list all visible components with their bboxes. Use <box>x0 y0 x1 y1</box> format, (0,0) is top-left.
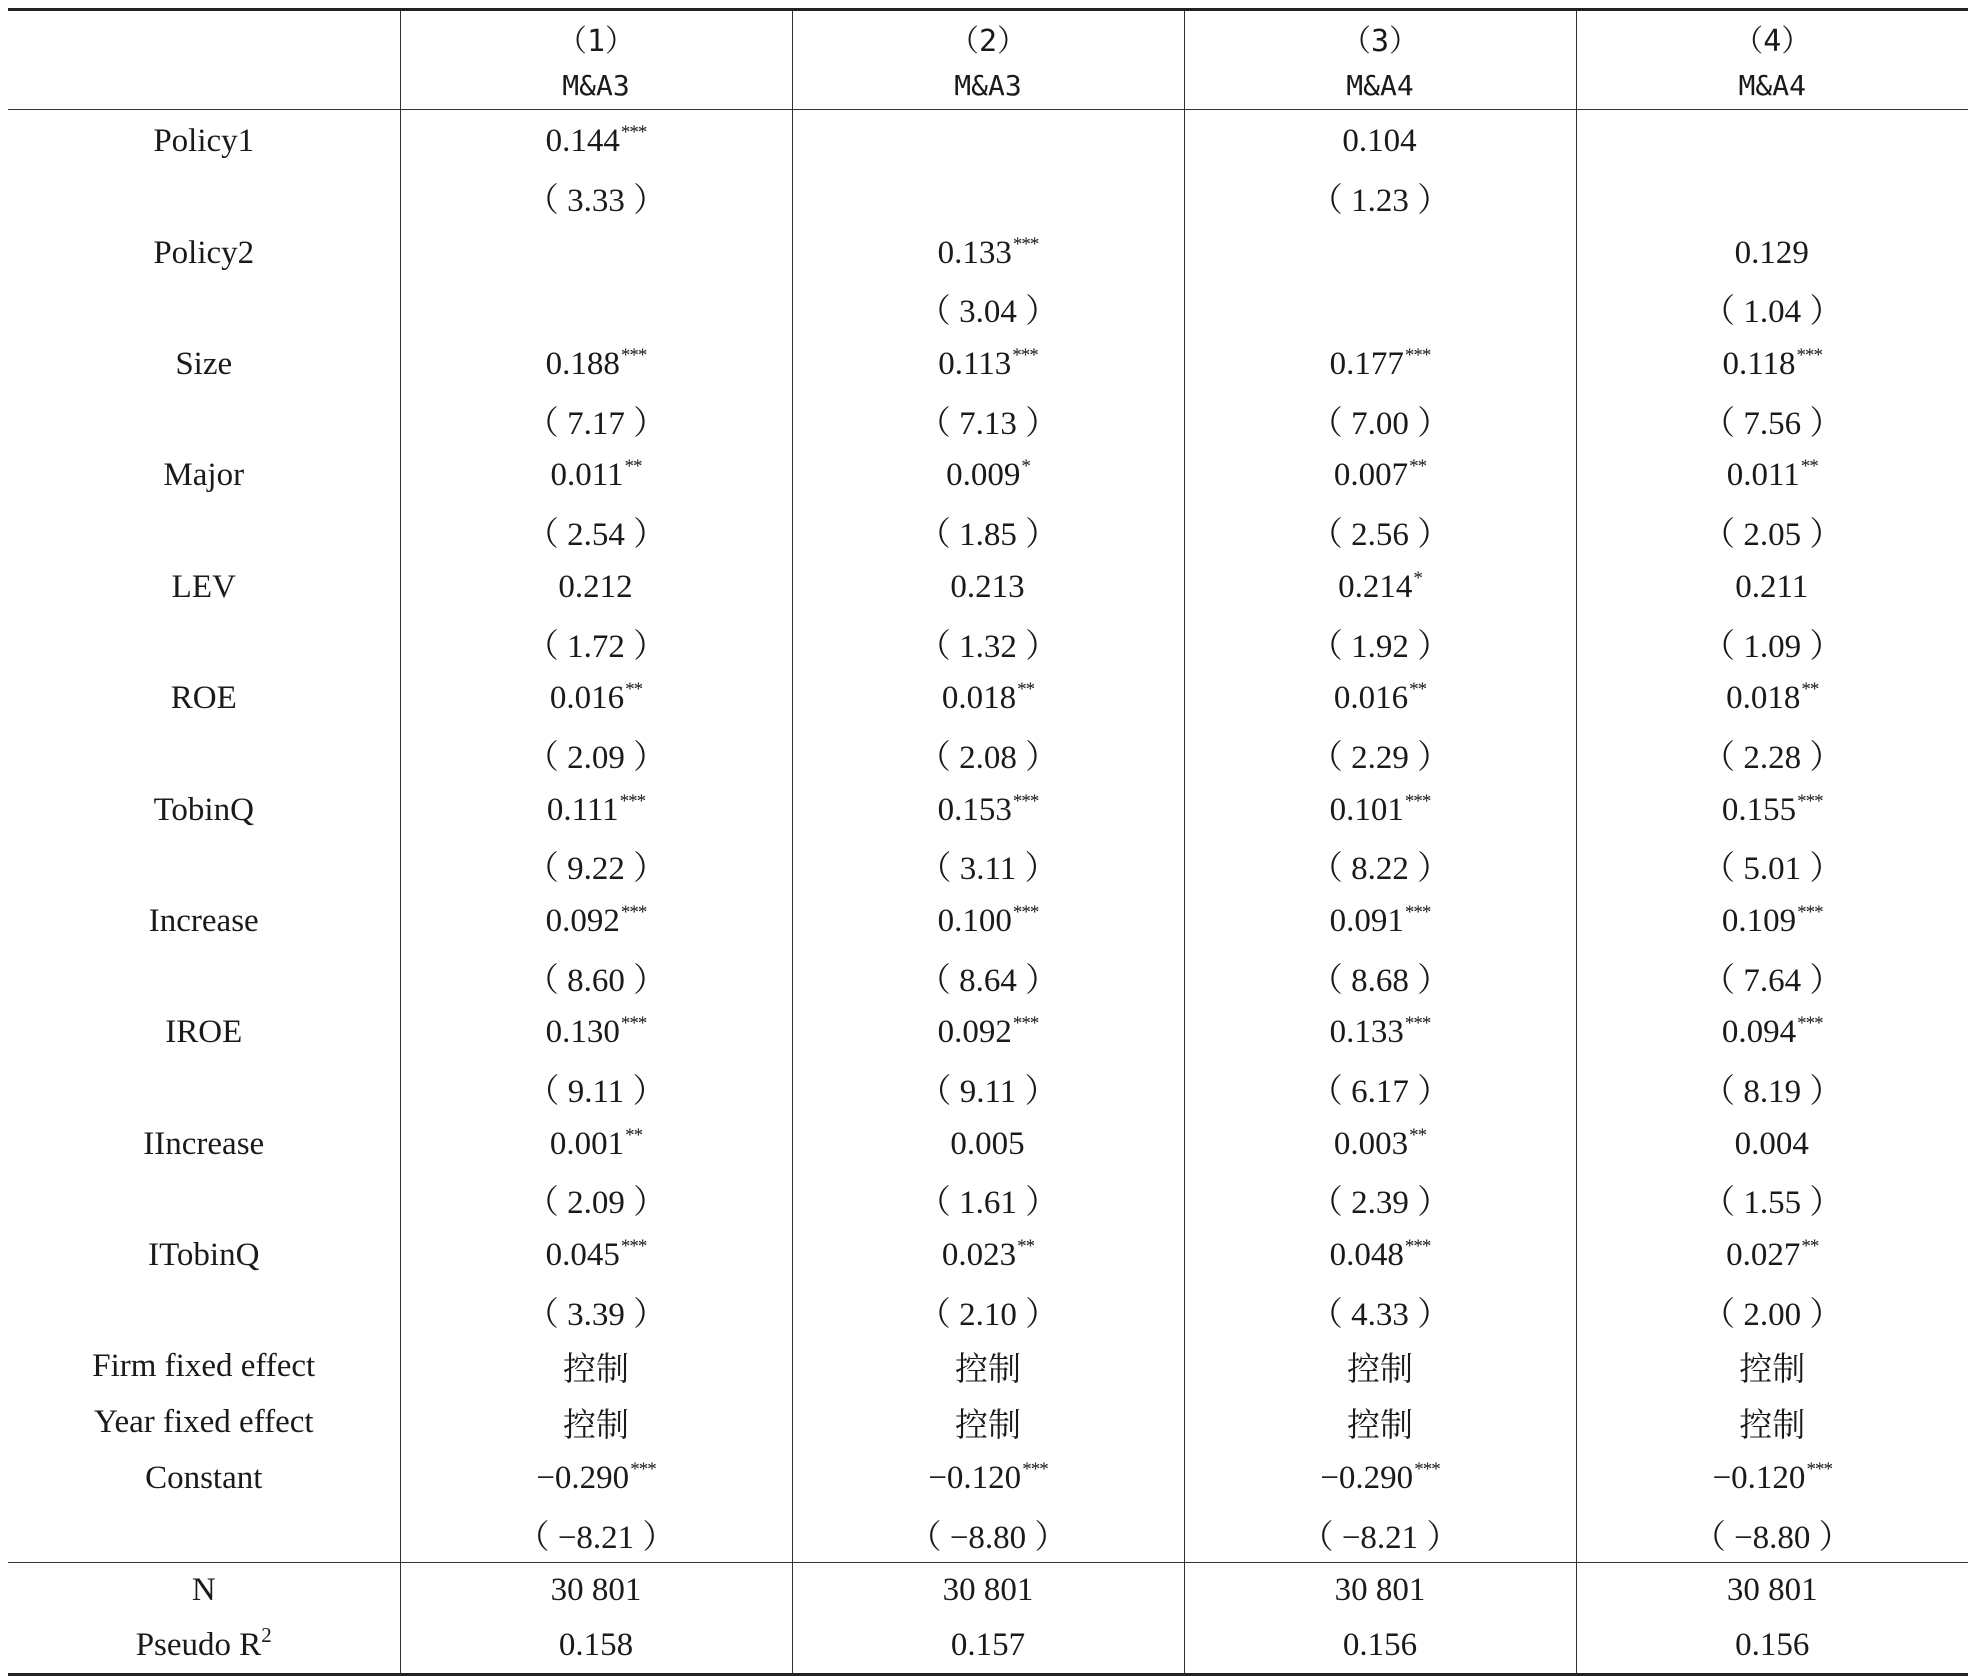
coefficient-cell <box>792 782 1184 838</box>
statistic-label <box>8 1618 400 1675</box>
t-statistic: （ 8.60 ） <box>400 949 792 1005</box>
coefficient-cell <box>792 448 1184 504</box>
significance-stars: * <box>1413 567 1422 589</box>
t-statistic: （ 2.09 ） <box>400 727 792 783</box>
statistic-label-text: Pseudo R <box>135 1626 262 1663</box>
t-statistic: （ 5.01 ） <box>1576 838 1968 894</box>
coefficient-value: 0.018 <box>1726 680 1801 717</box>
statistic-label-superscript: 2 <box>261 1622 272 1647</box>
coefficient-cell <box>1184 225 1576 281</box>
coefficient-value: 0.094 <box>1721 1014 1797 1051</box>
coefficient-cell <box>1184 337 1576 393</box>
coefficient-cell <box>400 1451 792 1507</box>
t-statistic: （ 1.04 ） <box>1576 281 1968 337</box>
coefficient-value: −0.120 <box>1712 1459 1806 1496</box>
coefficient-value: 0.003 <box>1333 1125 1409 1162</box>
statistic-value: 30 801 <box>792 1562 1184 1618</box>
t-statistic: （ 7.64 ） <box>1576 949 1968 1005</box>
coefficient-cell <box>1576 448 1968 504</box>
coefficient-cell <box>1576 225 1968 281</box>
t-statistic: （ 2.29 ） <box>1184 727 1576 783</box>
coefficient-value: 0.155 <box>1721 791 1797 828</box>
t-statistic: （ 2.28 ） <box>1576 727 1968 783</box>
t-statistic: （ 2.39 ） <box>1184 1172 1576 1228</box>
t-statistic: （ 3.11 ） <box>792 838 1184 894</box>
control-row <box>8 1339 1968 1395</box>
significance-stars: *** <box>1404 901 1431 923</box>
coefficient-cell <box>792 225 1184 281</box>
coefficient-row <box>8 1116 1968 1172</box>
significance-stars: *** <box>1404 345 1431 367</box>
t-statistic: （ 2.09 ） <box>400 1172 792 1228</box>
coefficient-cell <box>400 1228 792 1284</box>
t-statistic: （ 3.04 ） <box>792 281 1184 337</box>
coefficient-value: 0.023 <box>941 1237 1017 1274</box>
column-number: （1） <box>400 10 792 62</box>
significance-stars: *** <box>620 1236 647 1258</box>
coefficient-cell <box>400 225 792 281</box>
t-stat-row <box>8 1506 1968 1562</box>
coefficient-value: 0.188 <box>545 346 620 383</box>
coefficient-row <box>8 560 1968 616</box>
coefficient-value: 0.177 <box>1329 346 1404 383</box>
statistic-value: 30 801 <box>1184 1562 1576 1618</box>
regression-table <box>8 8 1968 1676</box>
significance-stars: *** <box>1012 1013 1039 1035</box>
significance-stars: ** <box>1409 1124 1427 1146</box>
t-statistic: （ 3.39 ） <box>400 1283 792 1339</box>
coefficient-cell <box>400 671 792 727</box>
significance-stars: *** <box>1012 345 1038 367</box>
t-statistic: （ 2.00 ） <box>1576 1283 1968 1339</box>
coefficient-value: 0.005 <box>950 1125 1025 1162</box>
t-statistic: （ 9.22 ） <box>400 838 792 894</box>
t-stat-row <box>8 1061 1968 1117</box>
table-body <box>8 110 1968 1675</box>
t-statistic: （ −8.21 ） <box>400 1506 792 1562</box>
empty-label-cell <box>8 838 400 894</box>
coefficient-cell <box>1576 337 1968 393</box>
coefficient-cell <box>1184 448 1576 504</box>
significance-stars: *** <box>1806 1458 1832 1480</box>
coefficient-cell <box>792 1451 1184 1507</box>
significance-stars: ** <box>1800 456 1818 478</box>
variable-label: TobinQ <box>153 791 254 828</box>
table-header <box>8 10 1968 110</box>
t-statistic: （ 2.08 ） <box>792 727 1184 783</box>
coefficient-cell <box>792 894 1184 950</box>
coefficient-row <box>8 225 1968 281</box>
t-statistic: （ 2.05 ） <box>1576 504 1968 560</box>
dependent-variable: M&A3 <box>792 61 1184 110</box>
coefficient-value: 0.027 <box>1726 1237 1801 1274</box>
t-statistic: （ 1.32 ） <box>792 615 1184 671</box>
coefficient-cell <box>1184 560 1576 616</box>
control-value: 控制 <box>792 1339 1184 1395</box>
significance-stars: * <box>1021 456 1030 478</box>
t-statistic: （ 7.00 ） <box>1184 392 1576 448</box>
t-statistic: （ −8.80 ） <box>1576 1506 1968 1562</box>
coefficient-cell <box>792 560 1184 616</box>
t-statistic: （ 1.55 ） <box>1576 1172 1968 1228</box>
coefficient-row <box>8 448 1968 504</box>
empty-label-cell <box>8 727 400 783</box>
coefficient-row <box>8 894 1968 950</box>
t-statistic: （ 2.10 ） <box>792 1283 1184 1339</box>
empty-label-cell <box>8 392 400 448</box>
variable-label: Policy2 <box>153 234 255 271</box>
t-statistic: （ 8.22 ） <box>1184 838 1576 894</box>
column-number: （2） <box>792 10 1184 62</box>
coefficient-cell <box>1576 1451 1968 1507</box>
coefficient-value: 0.214 <box>1338 568 1413 605</box>
t-statistic: （ −8.80 ） <box>792 1506 1184 1562</box>
t-statistic: （ 1.09 ） <box>1576 615 1968 671</box>
t-stat-row <box>8 504 1968 560</box>
coefficient-cell <box>400 448 792 504</box>
coefficient-value: 0.129 <box>1734 234 1809 271</box>
coefficient-cell <box>1184 110 1576 170</box>
coefficient-cell <box>792 1005 1184 1061</box>
significance-stars: *** <box>1414 1458 1440 1480</box>
empty-label-cell <box>8 170 400 226</box>
coefficient-value: −0.290 <box>536 1459 630 1496</box>
statistic-label <box>8 1562 400 1618</box>
significance-stars: ** <box>624 456 642 478</box>
coefficient-cell <box>400 337 792 393</box>
significance-stars: *** <box>1012 790 1039 812</box>
coefficient-value: 0.011 <box>550 457 624 494</box>
t-statistic: （ 2.56 ） <box>1184 504 1576 560</box>
control-label: Firm fixed effect <box>92 1348 316 1385</box>
header-corner-cell <box>8 61 400 110</box>
coefficient-cell <box>1576 1228 1968 1284</box>
control-label: Year fixed effect <box>93 1404 314 1441</box>
t-statistic: （ 1.61 ） <box>792 1172 1184 1228</box>
coefficient-value: 0.018 <box>941 680 1017 717</box>
variable-label: Policy1 <box>153 123 255 160</box>
t-stat-row <box>8 949 1968 1005</box>
coefficient-cell <box>1184 782 1576 838</box>
coefficient-cell <box>1184 1451 1576 1507</box>
coefficient-value: 0.011 <box>1726 457 1800 494</box>
variable-label: IIncrease <box>143 1125 265 1162</box>
dependent-variable: M&A3 <box>400 61 792 110</box>
coefficient-value: 0.113 <box>938 346 1012 383</box>
t-statistic: （ 2.54 ） <box>400 504 792 560</box>
t-statistic <box>1576 170 1968 226</box>
coefficient-cell <box>1184 1116 1576 1172</box>
column-number: （4） <box>1576 10 1968 62</box>
column-number: （3） <box>1184 10 1576 62</box>
empty-label-cell <box>8 949 400 1005</box>
coefficient-cell <box>792 110 1184 170</box>
coefficient-row <box>8 337 1968 393</box>
coefficient-cell <box>400 110 792 170</box>
coefficient-value: 0.130 <box>545 1014 620 1051</box>
significance-stars: ** <box>625 1124 643 1146</box>
significance-stars: *** <box>1797 901 1823 923</box>
t-statistic: （ 9.11 ） <box>792 1061 1184 1117</box>
coefficient-cell <box>1576 1005 1968 1061</box>
t-stat-row <box>8 838 1968 894</box>
control-value: 控制 <box>1576 1339 1968 1395</box>
coefficient-value: 0.016 <box>1333 680 1409 717</box>
statistic-label-text: N <box>191 1571 216 1608</box>
coefficient-value: 0.009 <box>946 457 1021 494</box>
statistic-value: 0.157 <box>792 1618 1184 1675</box>
significance-stars: *** <box>1012 901 1039 923</box>
coefficient-row <box>8 1228 1968 1284</box>
coefficient-value: 0.104 <box>1342 123 1417 160</box>
statistic-value: 30 801 <box>400 1562 792 1618</box>
t-statistic: （ 9.11 ） <box>400 1061 792 1117</box>
significance-stars: *** <box>1012 233 1039 255</box>
control-value: 控制 <box>1184 1339 1576 1395</box>
significance-stars: ** <box>1409 456 1427 478</box>
t-stat-row <box>8 281 1968 337</box>
variable-label: Size <box>175 346 233 383</box>
coefficient-value: 0.144 <box>545 123 620 160</box>
t-statistic: （ 3.33 ） <box>400 170 792 226</box>
t-statistic <box>1184 281 1576 337</box>
coefficient-cell <box>400 782 792 838</box>
coefficient-cell <box>792 337 1184 393</box>
empty-label-cell <box>8 615 400 671</box>
variable-label: Increase <box>148 902 259 939</box>
significance-stars: ** <box>1409 679 1427 701</box>
empty-label-cell <box>8 1506 400 1562</box>
t-statistic: （ 7.17 ） <box>400 392 792 448</box>
header-row-column-numbers <box>8 10 1968 62</box>
significance-stars: ** <box>1017 679 1035 701</box>
empty-label-cell <box>8 504 400 560</box>
coefficient-row <box>8 110 1968 170</box>
significance-stars: *** <box>1404 1236 1431 1258</box>
coefficient-cell <box>1576 110 1968 170</box>
empty-label-cell <box>8 1283 400 1339</box>
variable-label: ITobinQ <box>148 1237 260 1274</box>
statistic-value: 0.158 <box>400 1618 792 1675</box>
significance-stars: *** <box>1404 1013 1431 1035</box>
statistic-row <box>8 1562 1968 1618</box>
variable-label: Major <box>163 457 245 494</box>
coefficient-value: 0.001 <box>549 1125 625 1162</box>
significance-stars: *** <box>1022 1458 1048 1480</box>
empty-label-cell <box>8 281 400 337</box>
variable-label: Constant <box>145 1459 263 1496</box>
significance-stars: ** <box>1017 1236 1035 1258</box>
coefficient-cell <box>1184 671 1576 727</box>
significance-stars: *** <box>620 901 647 923</box>
significance-stars: *** <box>630 1458 656 1480</box>
t-statistic: （ 8.64 ） <box>792 949 1184 1005</box>
coefficient-row <box>8 671 1968 727</box>
t-stat-row <box>8 1283 1968 1339</box>
coefficient-row <box>8 1005 1968 1061</box>
t-statistic: （ 8.19 ） <box>1576 1061 1968 1117</box>
coefficient-cell <box>1576 894 1968 950</box>
significance-stars: *** <box>1797 1013 1823 1035</box>
coefficient-cell <box>400 560 792 616</box>
significance-stars: ** <box>1801 679 1819 701</box>
coefficient-value: 0.153 <box>937 791 1012 828</box>
coefficient-cell <box>1184 894 1576 950</box>
coefficient-row <box>8 782 1968 838</box>
coefficient-cell <box>1576 671 1968 727</box>
significance-stars: *** <box>1797 790 1823 812</box>
coefficient-value: 0.109 <box>1721 902 1797 939</box>
coefficient-cell <box>1576 782 1968 838</box>
header-row-dependent-variables <box>8 61 1968 110</box>
empty-label-cell <box>8 1061 400 1117</box>
coefficient-cell <box>400 1005 792 1061</box>
coefficient-value: 0.212 <box>558 568 633 605</box>
coefficient-cell <box>792 671 1184 727</box>
coefficient-value: 0.048 <box>1329 1237 1404 1274</box>
header-corner-cell <box>8 10 400 62</box>
t-statistic: （ 4.33 ） <box>1184 1283 1576 1339</box>
coefficient-value: 0.133 <box>1329 1014 1404 1051</box>
significance-stars: ** <box>1801 1236 1819 1258</box>
significance-stars: *** <box>1404 790 1431 812</box>
coefficient-cell <box>400 1116 792 1172</box>
coefficient-value: 0.111 <box>546 791 619 828</box>
coefficient-value: 0.133 <box>937 234 1012 271</box>
significance-stars: ** <box>625 679 643 701</box>
t-statistic: （ 1.23 ） <box>1184 170 1576 226</box>
t-statistic: （ 7.13 ） <box>792 392 1184 448</box>
t-statistic: （ 8.68 ） <box>1184 949 1576 1005</box>
statistic-value: 0.156 <box>1184 1618 1576 1675</box>
coefficient-value: 0.045 <box>545 1237 620 1274</box>
control-value: 控制 <box>792 1395 1184 1451</box>
coefficient-value: 0.092 <box>937 1014 1012 1051</box>
empty-label-cell <box>8 1172 400 1228</box>
dependent-variable: M&A4 <box>1576 61 1968 110</box>
t-statistic: （ 7.56 ） <box>1576 392 1968 448</box>
control-row <box>8 1395 1968 1451</box>
t-stat-row <box>8 727 1968 783</box>
t-statistic: （ 1.72 ） <box>400 615 792 671</box>
coefficient-value: 0.007 <box>1333 457 1409 494</box>
coefficient-value: 0.004 <box>1734 1125 1809 1162</box>
coefficient-cell <box>1184 1005 1576 1061</box>
coefficient-value: −0.120 <box>928 1459 1022 1496</box>
t-stat-row <box>8 392 1968 448</box>
variable-label: IROE <box>165 1014 243 1051</box>
significance-stars: *** <box>620 345 647 367</box>
statistic-value: 30 801 <box>1576 1562 1968 1618</box>
coefficient-row <box>8 1451 1968 1507</box>
variable-label: ROE <box>170 680 237 717</box>
t-statistic: （ −8.21 ） <box>1184 1506 1576 1562</box>
coefficient-cell <box>792 1116 1184 1172</box>
significance-stars: *** <box>1796 345 1823 367</box>
regression-table-container <box>8 8 1968 1676</box>
control-value: 控制 <box>1184 1395 1576 1451</box>
t-stat-row <box>8 1172 1968 1228</box>
coefficient-value: 0.118 <box>1722 346 1796 383</box>
t-stat-row <box>8 615 1968 671</box>
control-value: 控制 <box>400 1395 792 1451</box>
coefficient-value: 0.016 <box>549 680 625 717</box>
significance-stars: *** <box>620 122 647 144</box>
t-statistic <box>792 170 1184 226</box>
coefficient-cell <box>1576 560 1968 616</box>
statistic-value: 0.156 <box>1576 1618 1968 1675</box>
coefficient-cell <box>1576 1116 1968 1172</box>
coefficient-value: 0.091 <box>1329 902 1404 939</box>
control-value: 控制 <box>400 1339 792 1395</box>
statistic-row <box>8 1618 1968 1675</box>
coefficient-cell <box>792 1228 1184 1284</box>
t-statistic: （ 6.17 ） <box>1184 1061 1576 1117</box>
coefficient-value: −0.290 <box>1320 1459 1414 1496</box>
t-statistic: （ 1.92 ） <box>1184 615 1576 671</box>
coefficient-value: 0.092 <box>545 902 620 939</box>
significance-stars: *** <box>620 1013 647 1035</box>
coefficient-cell <box>400 894 792 950</box>
dependent-variable: M&A4 <box>1184 61 1576 110</box>
significance-stars: *** <box>619 790 646 812</box>
coefficient-value: 0.101 <box>1329 791 1404 828</box>
control-value: 控制 <box>1576 1395 1968 1451</box>
t-statistic <box>400 281 792 337</box>
t-stat-row <box>8 170 1968 226</box>
coefficient-value: 0.211 <box>1735 568 1809 605</box>
coefficient-value: 0.213 <box>950 568 1025 605</box>
variable-label: LEV <box>171 568 236 605</box>
t-statistic: （ 1.85 ） <box>792 504 1184 560</box>
coefficient-value: 0.100 <box>937 902 1012 939</box>
coefficient-cell <box>1184 1228 1576 1284</box>
